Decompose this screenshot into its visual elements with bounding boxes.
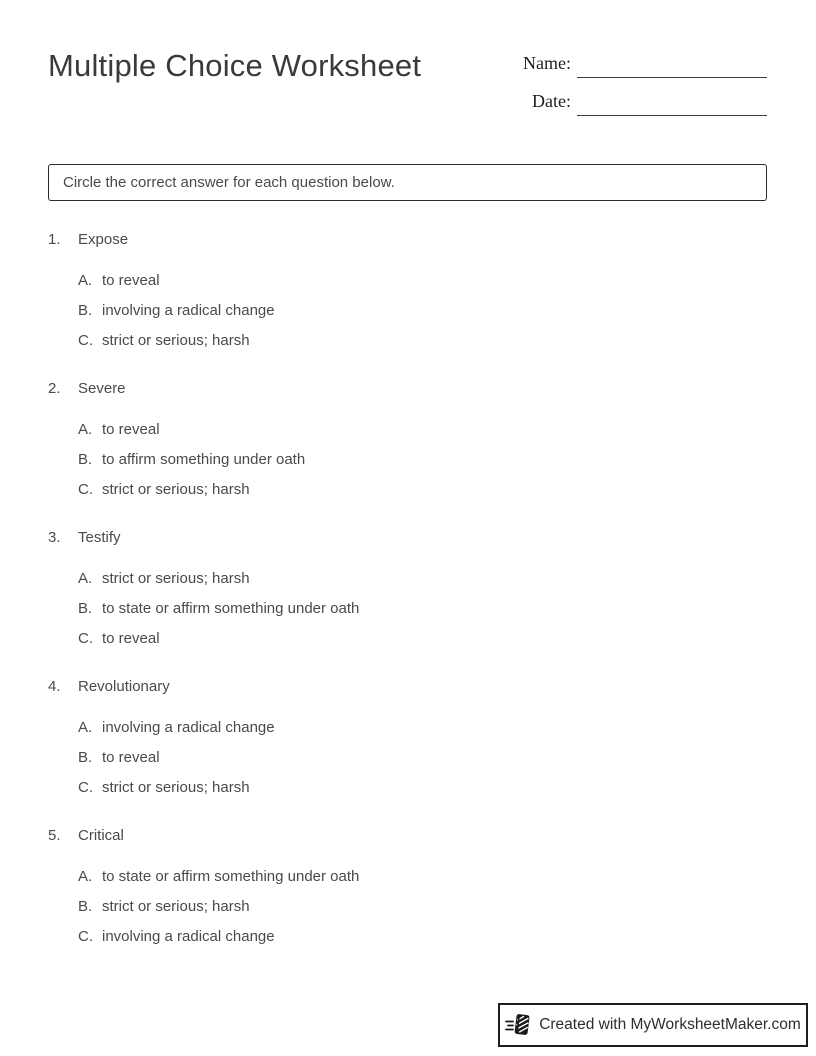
option-row[interactable] — [78, 927, 768, 947]
option-letter: B. — [78, 600, 93, 617]
option-text: strict or serious; harsh — [102, 332, 250, 349]
option-letter: C. — [78, 630, 93, 647]
option-letter: A. — [78, 570, 93, 587]
question-number: 3. — [48, 529, 61, 546]
question-line — [48, 677, 768, 697]
question-prompt: Severe — [78, 380, 126, 397]
question-line — [48, 230, 768, 250]
question-number: 1. — [48, 231, 61, 248]
question-number: 2. — [48, 380, 61, 397]
option-letter: A. — [78, 421, 93, 438]
question-line — [48, 528, 768, 548]
option-letter: C. — [78, 481, 93, 498]
option-letter: B. — [78, 898, 93, 915]
options-list — [48, 569, 768, 649]
name-blank-line[interactable] — [577, 51, 767, 78]
option-text: involving a radical change — [102, 928, 275, 945]
option-row[interactable] — [78, 331, 768, 351]
option-text: to state or affirm something under oath — [102, 868, 360, 885]
option-letter: C. — [78, 332, 93, 349]
options-list — [48, 420, 768, 500]
option-letter: A. — [78, 272, 93, 289]
option-letter: C. — [78, 928, 93, 945]
question-number: 5. — [48, 827, 61, 844]
question-block — [48, 826, 768, 947]
question-block — [48, 528, 768, 649]
options-list — [48, 867, 768, 947]
option-text: to reveal — [102, 272, 160, 289]
question-block — [48, 230, 768, 351]
instructions-box — [48, 164, 767, 201]
option-text: strict or serious; harsh — [102, 779, 250, 796]
option-row[interactable] — [78, 867, 768, 887]
question-line — [48, 379, 768, 399]
question-block — [48, 379, 768, 500]
option-text: to reveal — [102, 421, 160, 438]
option-letter: A. — [78, 868, 93, 885]
option-text: to reveal — [102, 749, 160, 766]
name-field-row — [507, 48, 767, 78]
name-date-fields — [507, 48, 767, 124]
option-row[interactable] — [78, 480, 768, 500]
option-row[interactable] — [78, 718, 768, 738]
options-list — [48, 271, 768, 351]
option-row[interactable] — [78, 599, 768, 619]
option-row[interactable] — [78, 301, 768, 321]
option-row[interactable] — [78, 271, 768, 291]
option-letter: B. — [78, 302, 93, 319]
worksheet-maker-logo-icon — [505, 1012, 531, 1038]
option-letter: B. — [78, 749, 93, 766]
credit-box — [498, 1003, 808, 1047]
option-letter: A. — [78, 719, 93, 736]
question-prompt: Testify — [78, 529, 121, 546]
question-line — [48, 826, 768, 846]
question-block — [48, 677, 768, 798]
option-text: strict or serious; harsh — [102, 481, 250, 498]
page-title: Multiple Choice Worksheet — [48, 48, 422, 83]
credit-text: Created with MyWorksheetMaker.com — [539, 1016, 801, 1033]
option-row[interactable] — [78, 778, 768, 798]
questions-list — [48, 230, 768, 947]
option-row[interactable] — [78, 748, 768, 768]
question-number: 4. — [48, 678, 61, 695]
question-prompt: Critical — [78, 827, 124, 844]
instructions-text: Circle the correct answer for each question below. — [63, 174, 395, 191]
option-row[interactable] — [78, 420, 768, 440]
date-label: Date: — [532, 91, 571, 111]
option-letter: B. — [78, 451, 93, 468]
option-row[interactable] — [78, 569, 768, 589]
option-row[interactable] — [78, 629, 768, 649]
date-field-row — [507, 86, 767, 116]
option-text: to reveal — [102, 630, 160, 647]
option-text: to state or affirm something under oath — [102, 600, 360, 617]
option-text: involving a radical change — [102, 302, 275, 319]
option-text: involving a radical change — [102, 719, 275, 736]
option-text: strict or serious; harsh — [102, 898, 250, 915]
options-list — [48, 718, 768, 798]
date-blank-line[interactable] — [577, 89, 767, 116]
name-label: Name: — [523, 53, 571, 73]
option-row[interactable] — [78, 897, 768, 917]
question-prompt: Expose — [78, 231, 129, 248]
question-prompt: Revolutionary — [78, 678, 170, 695]
option-letter: C. — [78, 779, 93, 796]
option-text: strict or serious; harsh — [102, 570, 250, 587]
option-text: to affirm something under oath — [102, 451, 306, 468]
option-row[interactable] — [78, 450, 768, 470]
